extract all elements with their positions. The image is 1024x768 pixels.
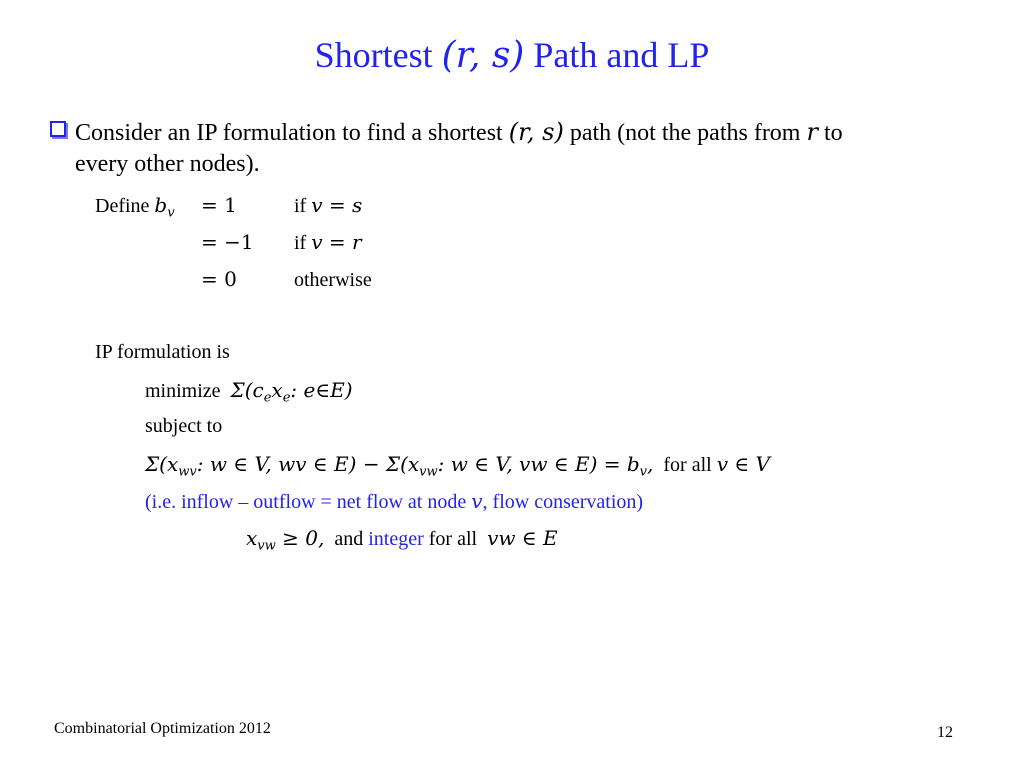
- slide-title: [0, 34, 1024, 76]
- constraint-part-2: : w ∈ V, wv ∈ E) − Σ(x: [196, 452, 420, 476]
- title-prefix: Shortest: [314, 35, 442, 75]
- nonneg-rest: ≥ 0,: [275, 526, 325, 550]
- bullet-math-r: r: [806, 118, 818, 146]
- title-suffix: Path and LP: [524, 35, 710, 75]
- bullet-math-rs: (r, s): [508, 118, 564, 146]
- constraint-sub-1: wv: [178, 464, 197, 480]
- define-word: Define: [95, 195, 155, 217]
- bullet-line-1: [75, 118, 843, 147]
- bullet-text-a: Consider an IP formulation to find a shortest: [75, 120, 509, 146]
- minimize-label: minimize: [145, 380, 221, 402]
- objective-sub-x: e: [282, 390, 291, 406]
- define-cond-1-text: if: [294, 195, 312, 217]
- define-cond-1: [294, 193, 362, 218]
- define-value-1: = 1: [201, 193, 237, 217]
- define-cond-3-text: otherwise: [294, 269, 372, 291]
- define-value-2: = −1: [201, 230, 254, 254]
- constraint-part-1: Σ(x: [145, 452, 179, 476]
- constraint-part-4: ,: [647, 452, 654, 476]
- bullet-text-b: path (not the paths from: [563, 120, 807, 146]
- define-cond-1-math: v = s: [311, 193, 363, 217]
- ip-flow-constraint: [145, 452, 770, 480]
- title-math: (r, s): [441, 35, 525, 76]
- note-text-a: (i.e. inflow – outflow = net flow at node: [145, 491, 472, 513]
- nonneg-sub: vw: [257, 538, 276, 554]
- note-math-v: v: [471, 489, 483, 513]
- constraint-sub-3: v: [639, 464, 648, 480]
- objective-rest: : e∈E): [290, 378, 353, 402]
- page-number: 12: [937, 724, 953, 741]
- constraint-sub-2: vw: [419, 464, 438, 480]
- define-value-3: = 0: [201, 267, 237, 291]
- define-cond-2: [294, 230, 362, 255]
- constraint-part-3: : w ∈ V, vw ∈ E) = b: [437, 452, 640, 476]
- nonneg-and: and: [324, 528, 369, 550]
- nonneg-math: vw ∈ E: [487, 526, 558, 550]
- integer-keyword: integer: [368, 528, 424, 550]
- define-cond-3: [294, 267, 372, 292]
- nonneg-x: x: [246, 526, 258, 550]
- define-b-sub: v: [167, 205, 175, 221]
- constraint-part-5: v ∈ V: [716, 452, 770, 476]
- ip-objective: [145, 378, 353, 406]
- ip-nonnegativity: [246, 526, 558, 554]
- bullet-text-c: to: [817, 120, 843, 146]
- objective-sum: Σ(c: [230, 378, 264, 402]
- ip-subject-to: subject to: [145, 415, 223, 437]
- objective-x: x: [271, 378, 283, 402]
- note-text-b: , flow conservation): [482, 491, 644, 513]
- nonneg-forall: for all: [423, 528, 488, 550]
- define-label: [95, 193, 175, 221]
- define-cond-2-text: if: [294, 232, 312, 254]
- checkbox-bullet-icon: [50, 121, 66, 137]
- flow-conservation-note: [145, 489, 643, 514]
- ip-heading: IP formulation is: [95, 341, 230, 363]
- footer-course: Combinatorial Optimization 2012: [54, 720, 271, 737]
- define-b-var: b: [154, 193, 168, 217]
- bullet-line-2: every other nodes).: [75, 151, 260, 177]
- constraint-forall-text: for all: [653, 454, 717, 476]
- objective-sub-c: e: [263, 390, 272, 406]
- define-cond-2-math: v = r: [311, 230, 362, 254]
